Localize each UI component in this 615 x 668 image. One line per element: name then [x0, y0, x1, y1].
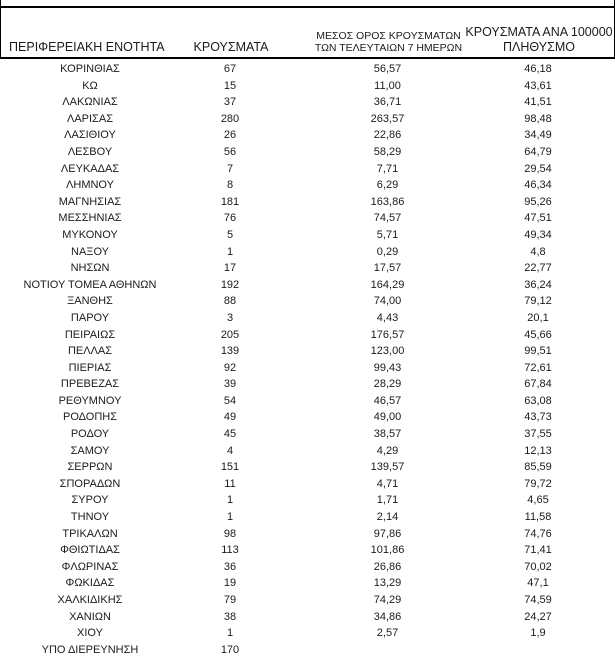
column-header-avg7-line2: ΤΩΝ ΤΕΛΕΥΤΑΙΩΝ 7 ΗΜΕΡΩΝ — [314, 41, 463, 54]
table-row — [0, 542, 615, 559]
table-row — [0, 111, 615, 128]
table-row — [0, 559, 615, 576]
cell-avg7: 2,14 — [376, 511, 399, 524]
cell-cases: 45 — [223, 428, 237, 441]
table-row — [0, 360, 615, 377]
column-header-region: ΠΕΡΙΦΕΡΕΙΑΚΗ ΕΝΟΤΗΤΑ — [9, 39, 165, 54]
cell-per100k: 11,58 — [524, 511, 552, 524]
cell-per100k: 29,54 — [524, 162, 552, 175]
cell-avg7: 5,71 — [376, 228, 399, 241]
cell-region: ΤΗΝΟΥ — [70, 511, 110, 524]
cell-per100k: 49,34 — [524, 228, 552, 241]
cell-cases: 11 — [224, 477, 236, 490]
table-row — [0, 459, 615, 476]
cell-cases: 5 — [226, 228, 234, 241]
cell-region: ΠΙΕΡΙΑΣ — [68, 361, 112, 374]
cell-avg7: 7,71 — [376, 162, 399, 175]
cell-cases: 1 — [226, 494, 234, 507]
cell-cases: 8 — [226, 179, 234, 192]
cell-region: ΛΑΡΙΣΑΣ — [66, 112, 113, 125]
cell-avg7: 22,86 — [373, 129, 402, 142]
table-row — [0, 476, 615, 493]
cell-cases: 88 — [223, 295, 237, 308]
column-header-avg7 — [311, 30, 466, 54]
cell-cases: 37 — [223, 96, 237, 109]
column-header-avg7-line1: ΜΕΣΟΣ ΟΡΟΣ ΚΡΟΥΣΜΑΤΩΝ — [316, 29, 461, 42]
cell-per100k: 36,24 — [524, 278, 552, 291]
cell-cases: 38 — [223, 610, 237, 623]
cell-avg7: 176,57 — [370, 328, 405, 341]
cell-per100k: 85,59 — [524, 461, 552, 474]
cell-region: ΜΥΚΟΝΟΥ — [62, 228, 118, 241]
table-row — [0, 509, 615, 526]
table-row — [0, 343, 615, 360]
cell-cases: 79 — [223, 594, 237, 606]
cell-cases: 205 — [220, 328, 240, 341]
table-row — [0, 376, 615, 393]
cell-cases: 280 — [220, 112, 240, 125]
column-header-per100k — [464, 25, 614, 54]
column-header-cases: ΚΡΟΥΣΜΑΤΑ — [193, 39, 269, 54]
cell-region: ΥΠΟ ΔΙΕΡΕΥΝΗΣΗ — [41, 643, 139, 656]
cell-per100k: 46,18 — [524, 63, 552, 75]
cell-cases: 76 — [223, 212, 237, 225]
cell-cases: 36 — [223, 560, 237, 573]
cell-cases: 170 — [220, 643, 240, 656]
cell-per100k: 24,27 — [524, 610, 552, 623]
cell-region: ΛΕΣΒΟΥ — [67, 145, 113, 158]
cell-region: ΣΥΡΟΥ — [71, 494, 109, 507]
cell-avg7: 123,00 — [370, 345, 405, 358]
table-row — [0, 177, 615, 194]
cell-region: ΦΩΚΙΔΑΣ — [65, 577, 115, 590]
cell-avg7: 26,86 — [373, 560, 402, 573]
cell-per100k: 20,1 — [527, 311, 549, 324]
cell-per100k: 72,61 — [524, 361, 552, 374]
table-row — [0, 144, 615, 161]
cell-per100k: 79,72 — [524, 477, 552, 490]
cell-cases: 98 — [223, 527, 237, 540]
cell-region: ΣΕΡΡΩΝ — [67, 461, 113, 474]
table-row — [0, 592, 615, 609]
cell-region: ΣΠΟΡΑΔΩΝ — [59, 477, 121, 490]
cell-cases: 26 — [223, 129, 237, 142]
cell-per100k: 43,61 — [524, 79, 552, 92]
cell-region: ΧΑΝΙΩΝ — [69, 610, 111, 623]
cell-region: ΝΟΤΙΟΥ ΤΟΜΕΑ ΑΘΗΝΩΝ — [23, 278, 157, 291]
cell-cases: 151 — [220, 461, 240, 474]
table-row — [0, 227, 615, 244]
cell-region: ΤΡΙΚΑΛΩΝ — [62, 527, 118, 540]
cell-avg7: 99,43 — [373, 361, 402, 374]
table-row — [0, 575, 615, 592]
cell-per100k: 95,26 — [524, 195, 552, 208]
cell-per100k: 1,9 — [530, 627, 546, 640]
cell-cases: 19 — [223, 577, 237, 590]
table-row — [0, 94, 615, 111]
cell-avg7: 58,29 — [373, 145, 402, 158]
cell-avg7: 56,57 — [373, 63, 402, 75]
cell-per100k: 46,34 — [524, 179, 552, 192]
table-row — [0, 293, 615, 310]
cell-avg7: 34,86 — [373, 610, 402, 623]
cell-per100k: 74,76 — [524, 527, 552, 540]
cell-region: ΚΩ — [82, 79, 98, 92]
cell-region: ΜΕΣΣΗΝΙΑΣ — [58, 212, 122, 225]
cell-avg7: 97,86 — [373, 527, 402, 540]
table-row — [0, 260, 615, 277]
table-header-row — [0, 0, 615, 59]
cell-avg7: 28,29 — [373, 378, 402, 391]
table-row — [0, 327, 615, 344]
table-row — [0, 609, 615, 626]
cell-cases: 139 — [220, 345, 240, 358]
table-row — [0, 244, 615, 261]
table-row — [0, 277, 615, 294]
cell-per100k: 64,79 — [524, 145, 552, 158]
cell-region: ΦΘΙΩΤΙΔΑΣ — [60, 544, 120, 557]
cell-per100k: 43,73 — [524, 411, 552, 424]
cell-region: ΧΙΟΥ — [77, 627, 103, 640]
cell-avg7: 74,57 — [373, 212, 402, 225]
cell-per100k: 47,51 — [524, 212, 552, 225]
cell-region: ΞΑΝΘΗΣ — [67, 295, 113, 308]
cell-cases: 4 — [226, 444, 234, 457]
cell-avg7: 0,29 — [376, 245, 399, 258]
cell-region: ΡΕΘΥΜΝΟΥ — [58, 394, 122, 407]
cell-avg7: 49,00 — [373, 411, 402, 424]
cell-cases: 17 — [223, 262, 237, 275]
table-body — [0, 61, 615, 658]
cell-cases: 1 — [226, 511, 234, 524]
cell-per100k: 70,02 — [524, 560, 552, 573]
table-row — [0, 526, 615, 543]
cell-per100k: 4,8 — [530, 245, 546, 258]
table-row — [0, 61, 615, 78]
cell-avg7: 74,00 — [373, 295, 402, 308]
cell-per100k: 12,13 — [524, 444, 552, 457]
cell-region: ΛΗΜΝΟΥ — [66, 179, 114, 192]
cell-per100k: 45,66 — [524, 328, 552, 341]
cell-cases: 1 — [226, 245, 234, 258]
cell-region: ΠΡΕΒΕΖΑΣ — [60, 378, 120, 391]
cell-region: ΠΕΙΡΑΙΩΣ — [64, 328, 116, 341]
cell-avg7: 163,86 — [370, 195, 405, 208]
cell-region: ΛΑΚΩΝΙΑΣ — [62, 96, 118, 109]
table-row — [0, 642, 615, 659]
cell-region: ΣΑΜΟΥ — [70, 444, 110, 457]
cell-avg7: 4,71 — [376, 477, 399, 490]
cell-cases: 67 — [223, 63, 237, 75]
table-row — [0, 210, 615, 227]
cell-per100k: 79,12 — [524, 295, 552, 308]
table-row — [0, 409, 615, 426]
cell-per100k: 37,55 — [524, 428, 552, 441]
table-row — [0, 194, 615, 211]
table-row — [0, 443, 615, 460]
cell-per100k: 47,1 — [527, 577, 549, 590]
cell-per100k: 63,08 — [524, 394, 552, 407]
cell-avg7: 6,29 — [376, 179, 399, 192]
cell-per100k: 99,51 — [524, 345, 552, 358]
cell-avg7: 2,57 — [376, 627, 399, 640]
cell-region: ΛΑΣΙΘΙΟΥ — [64, 129, 116, 142]
cell-avg7: 1,71 — [376, 494, 399, 507]
cell-avg7: 164,29 — [370, 278, 405, 291]
cell-region: ΚΟΡΙΝΘΙΑΣ — [60, 63, 120, 75]
cell-region: ΜΑΓΝΗΣΙΑΣ — [58, 195, 122, 208]
column-header-per100k-line1: ΚΡΟΥΣΜΑΤΑ ΑΝΑ 100000 — [465, 25, 613, 40]
cell-per100k: 67,84 — [524, 378, 552, 391]
cell-region: ΡΟΔΟΠΗΣ — [62, 411, 118, 424]
cell-cases: 1 — [226, 627, 234, 640]
cell-per100k: 34,49 — [524, 129, 552, 142]
cell-cases: 39 — [223, 378, 237, 391]
cell-cases: 192 — [220, 278, 240, 291]
cell-cases: 7 — [226, 162, 234, 175]
column-header-per100k-line2: ΠΛΗΘΥΣΜΟ — [503, 39, 575, 54]
cell-avg7 — [310, 642, 465, 659]
cell-cases: 113 — [221, 544, 239, 557]
cell-avg7: 4,29 — [376, 444, 399, 457]
cell-cases: 15 — [223, 79, 237, 92]
cell-per100k: 71,41 — [524, 544, 552, 557]
table-row — [0, 161, 615, 178]
table-row — [0, 492, 615, 509]
cell-per100k: 98,48 — [524, 112, 552, 125]
cell-region: ΧΑΛΚΙΔΙΚΗΣ — [57, 594, 123, 606]
cell-cases: 181 — [220, 195, 240, 208]
cell-cases: 54 — [223, 394, 237, 407]
cell-avg7: 139,57 — [370, 461, 405, 474]
table-row — [0, 78, 615, 95]
table-row — [0, 426, 615, 443]
cell-avg7: 36,71 — [373, 96, 402, 109]
cell-avg7: 74,29 — [373, 594, 402, 606]
cell-avg7: 101,86 — [370, 544, 405, 557]
cell-avg7: 46,57 — [373, 394, 402, 407]
cell-cases: 49 — [223, 411, 237, 424]
cell-avg7: 38,57 — [373, 428, 402, 441]
cell-region: ΝΗΣΩΝ — [70, 262, 110, 275]
cell-region: ΠΑΡΟΥ — [70, 311, 110, 324]
cell-avg7: 13,29 — [373, 577, 402, 590]
cell-region: ΡΟΔΟΥ — [70, 428, 110, 441]
cell-cases: 56 — [223, 145, 237, 158]
table-row — [0, 310, 615, 327]
cell-per100k: 41,51 — [524, 96, 552, 109]
cell-region: ΛΕΥΚΑΔΑΣ — [60, 162, 120, 175]
table-row — [0, 393, 615, 410]
cell-per100k — [463, 642, 613, 659]
cell-per100k: 74,59 — [524, 594, 552, 606]
table-row — [0, 625, 615, 642]
cell-avg7: 4,43 — [376, 311, 399, 324]
cell-per100k: 22,77 — [524, 262, 552, 275]
cell-avg7: 11,00 — [374, 79, 401, 92]
cell-region: ΠΕΛΛΑΣ — [67, 345, 113, 358]
cell-avg7: 263,57 — [370, 112, 405, 125]
cell-per100k: 4,65 — [527, 494, 549, 507]
table-row — [0, 127, 615, 144]
cell-avg7: 17,57 — [373, 262, 402, 275]
cell-region: ΦΛΩΡΙΝΑΣ — [61, 560, 119, 573]
cell-region: ΝΑΞΟΥ — [71, 245, 109, 258]
cell-cases: 3 — [226, 311, 234, 324]
cell-cases: 92 — [223, 361, 237, 374]
